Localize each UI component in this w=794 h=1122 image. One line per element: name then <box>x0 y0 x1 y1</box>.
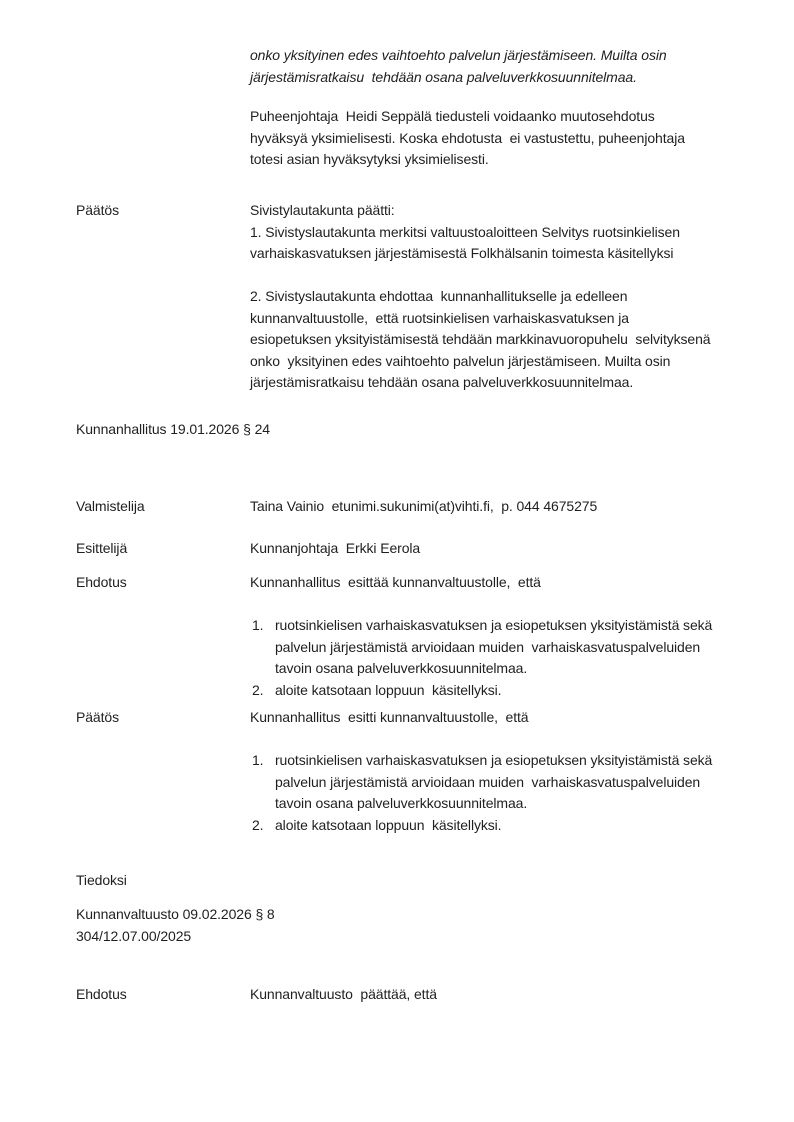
esittelija-value <box>250 538 750 560</box>
body-line: 1. Sivistyslautakunta merkitsi valtuustoaloitteen Selvitys ruotsinkielisen <box>250 223 680 240</box>
kunnanvaltuusto-section-heading <box>76 904 275 947</box>
list-item-number: 2. <box>252 816 264 833</box>
body-line: järjestämisratkaisu tehdään osana palveluverkkosuunnitelmaa. <box>250 68 637 85</box>
body-line: Taina Vainio etunimi.sukunimi(at)vihti.fi, p. 044 4675275 <box>250 498 598 514</box>
body-line: järjestämisratkaisu tehdään osana palveluverkkosuunnitelmaa. <box>250 374 634 390</box>
section-label-ehdotus <box>76 572 127 594</box>
section-label-ehdotus <box>76 984 127 1006</box>
body-line: ruotsinkielisen varhaiskasvatuksen ja esiopetuksen yksityistämistä sekä <box>275 617 713 633</box>
body-line: varhaiskasvatuksen järjestämisestä Folkhälsanin toimesta käsitellyksi <box>250 245 674 261</box>
list-item-number: 2. <box>252 681 264 698</box>
body-line: palvelun järjestämistä arvioidaan muiden varhaiskasvatuspalveluiden <box>275 773 701 790</box>
body-line: onko yksityinen edes vaihtoehto palvelun järjestämiseen. Muilta osin <box>250 47 667 63</box>
body-line: Sivistylautakunta päätti: <box>250 202 395 218</box>
resolution-excerpt-paragraph <box>250 45 750 88</box>
label-text: Valmistelija <box>76 498 145 514</box>
heading-text: Kunnanhallitus 19.01.2026 § 24 <box>76 421 270 437</box>
paragraph-gap <box>250 594 750 616</box>
list-item-number: 1. <box>252 752 264 768</box>
body-line: aloite katsotaan loppuun käsitellyksi. <box>275 681 502 698</box>
paatos-sivistyslautakunta-content <box>250 200 750 394</box>
valmistelija-value <box>250 496 750 518</box>
label-text: Tiedoksi <box>76 872 127 888</box>
body-line: tavoin osana palveluverkkosuunnitelmaa. <box>275 660 528 676</box>
label-text: Päätös <box>76 709 119 725</box>
label-text: Ehdotus <box>76 986 127 1002</box>
ehdotus-kunnanvaltuusto-content <box>250 984 750 1006</box>
body-line: esiopetuksen yksityistämisestä tehdään markkinavuoropuhelu selvityksenä <box>250 331 711 347</box>
paatos-kunnanhallitus-content <box>250 707 750 836</box>
body-line: totesi asian hyväksytyksi yksimielisesti. <box>250 151 489 167</box>
section-label-tiedoksi <box>76 870 127 892</box>
body-line: onko yksityinen edes vaihtoehto palvelun järjestämiseen. Muilta osin <box>250 352 671 369</box>
label-text: Ehdotus <box>76 574 127 590</box>
section-label-valmistelija <box>76 496 145 518</box>
body-line: tavoin osana palveluverkkosuunnitelmaa. <box>275 795 528 811</box>
chairperson-paragraph <box>250 106 750 171</box>
list-item-number: 1. <box>252 617 264 633</box>
section-label-paatos <box>76 707 119 729</box>
numbered-list-item <box>250 615 750 680</box>
body-line: Kunnanvaltuusto päättää, että <box>250 986 437 1002</box>
body-line: Kunnanhallitus esittää kunnanvaltuustolle, että <box>250 574 541 590</box>
numbered-list-item <box>250 750 750 815</box>
body-line: palvelun järjestämistä arvioidaan muiden varhaiskasvatuspalveluiden <box>275 638 701 655</box>
paragraph-gap <box>250 729 750 751</box>
heading-text: Kunnanvaltuusto 09.02.2026 § 8 <box>76 906 275 922</box>
body-line: 2. Sivistyslautakunta ehdottaa kunnanhallitukselle ja edelleen <box>250 288 628 304</box>
body-line: Kunnanjohtaja Erkki Eerola <box>250 540 421 556</box>
body-line: ruotsinkielisen varhaiskasvatuksen ja esiopetuksen yksityistämistä sekä <box>275 752 713 768</box>
body-line: kunnanvaltuustolle, että ruotsinkielisen varhaiskasvatuksen ja <box>250 309 629 326</box>
body-line: hyväksyä yksimielisesti. Koska ehdotusta ei vastustettu, puheenjohtaja <box>250 129 685 146</box>
body-line: aloite katsotaan loppuun käsitellyksi. <box>275 816 502 833</box>
paragraph-gap <box>250 265 750 287</box>
body-line: Kunnanhallitus esitti kunnanvaltuustolle, että <box>250 709 529 725</box>
section-label-paatos <box>76 200 119 222</box>
kunnanhallitus-section-heading <box>76 419 270 441</box>
diary-number: 304/12.07.00/2025 <box>76 927 192 944</box>
body-line: Puheenjohtaja Heidi Seppälä tiedusteli voidaanko muutosehdotus <box>250 108 655 124</box>
label-text: Päätös <box>76 202 119 218</box>
ehdotus-kunnanhallitus-content <box>250 572 750 701</box>
numbered-list-item <box>250 815 750 837</box>
numbered-list-item <box>250 680 750 702</box>
label-text: Esittelijä <box>76 540 128 556</box>
section-label-esittelija <box>76 538 127 560</box>
